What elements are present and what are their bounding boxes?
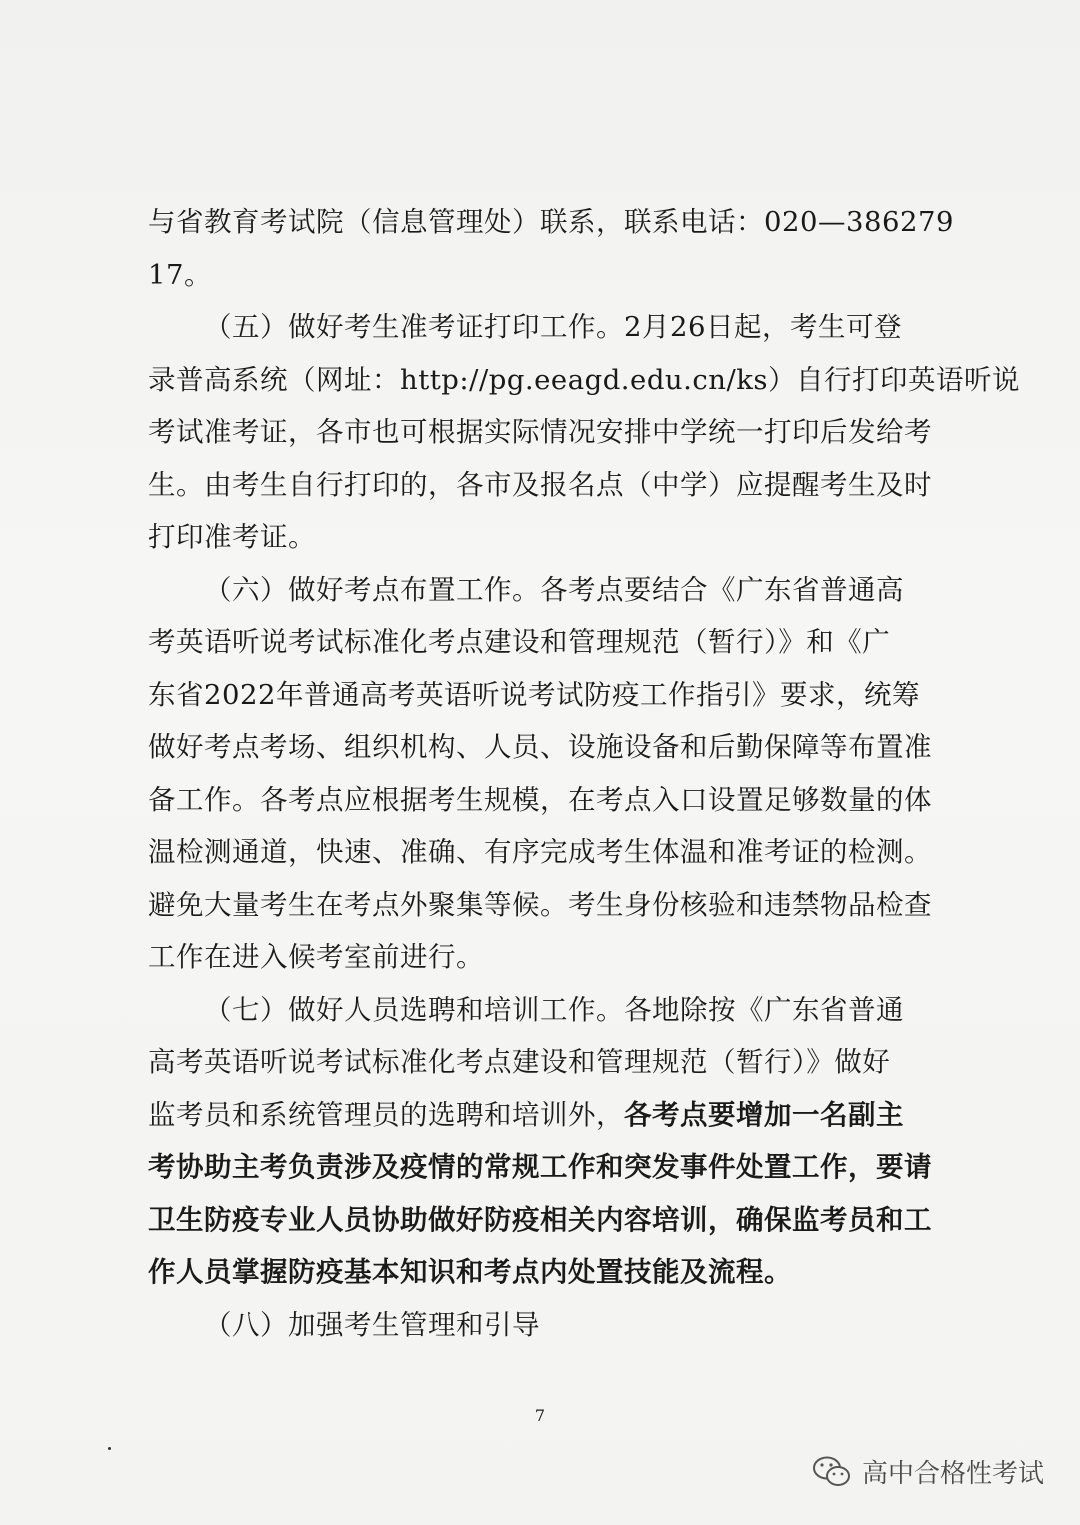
section-heading-eight: [148, 1299, 940, 1352]
text-line: [148, 249, 940, 302]
bold-line: [148, 1194, 940, 1247]
line-text: 打印准考证。: [148, 521, 316, 553]
bold-text: 各考点要增加一名副主: [624, 1098, 904, 1131]
line-text: 温检测通道，快速、准确、有序完成考生体温和准考证的检测。: [148, 836, 932, 868]
line-text: 备工作。各考点应根据考生规模，在考点入口设置足够数量的体: [148, 783, 932, 816]
bold-line: [148, 1141, 940, 1194]
line-text: 做好考点考场、组织机构、人员、设施设备和后勤保障等布置准: [148, 731, 932, 763]
text-line: [148, 196, 954, 249]
watermark-text: 高中合格性考试: [862, 1459, 1045, 1489]
line-text: 与省教育考试院（信息管理处）联系，联系电话：020—386279: [148, 206, 954, 238]
line-text: 避免大量考生在考点外聚集等候。考生身份核验和违禁物品检查: [148, 888, 932, 921]
text-line: [148, 931, 940, 984]
line-text: 高考英语听说考试标准化考点建设和管理规范（暂行）》做好: [148, 1046, 891, 1078]
section-heading-five: [148, 301, 940, 354]
bold-line: [148, 1246, 940, 1299]
page-number: 7: [534, 1406, 546, 1425]
text-line: [148, 616, 940, 669]
line-text: 17。: [148, 258, 212, 291]
line-text: 工作在进入候考室前进行。: [148, 941, 484, 973]
text-line: [148, 774, 940, 827]
document-body: [148, 196, 1021, 1351]
line-text: （七）做好人员选聘和培训工作。各地除按《广东省普通: [204, 993, 904, 1026]
line-text: （五）做好考生准考证打印工作。2月26日起，考生可登: [204, 311, 902, 343]
text-line: [148, 721, 940, 774]
line-text: 生。由考生自行打印的，各市及报名点（中学）应提醒考生及时: [148, 468, 932, 501]
line-text: （六）做好考点布置工作。各考点要结合《广东省普通高: [204, 573, 904, 606]
text-line: [148, 669, 940, 722]
text-line: [148, 1089, 940, 1142]
text-line: [148, 406, 940, 459]
line-text: 东省2022年普通高考英语听说考试防疫工作指引》要求，统筹: [148, 678, 920, 711]
text-line: [148, 459, 940, 512]
section-heading-six: [148, 564, 940, 617]
line-text: 录普高系统（网址：http://pg.eeagd.edu.cn/ks）自行打印英语听说: [148, 363, 1021, 396]
scan-speck: [108, 1447, 111, 1450]
line-text: 考试准考证，各市也可根据实际情况安排中学统一打印后发给考: [148, 416, 932, 448]
text-line: [148, 511, 940, 564]
section-heading-seven: [148, 984, 940, 1037]
line-text: 考协助主考负责涉及疫情的常规工作和突发事件处置工作，要请: [148, 1151, 932, 1183]
line-text: 作人员掌握防疫基本知识和考点内处置技能及流程。: [148, 1256, 792, 1288]
wechat-icon: [812, 1455, 852, 1489]
text-line: [148, 826, 940, 879]
line-text: 考英语听说考试标准化考点建设和管理规范（暂行）》和《广: [148, 626, 891, 658]
line-text: 监考员和系统管理员的选聘和培训外，: [148, 1098, 624, 1131]
text-line: [148, 879, 940, 932]
line-text: （八）加强考生管理和引导: [204, 1308, 540, 1341]
text-line: [148, 354, 1021, 407]
text-line: [148, 1036, 940, 1089]
watermark: [812, 1453, 1044, 1490]
line-text: 卫生防疫专业人员协助做好防疫相关内容培训，确保监考员和工: [148, 1203, 932, 1236]
